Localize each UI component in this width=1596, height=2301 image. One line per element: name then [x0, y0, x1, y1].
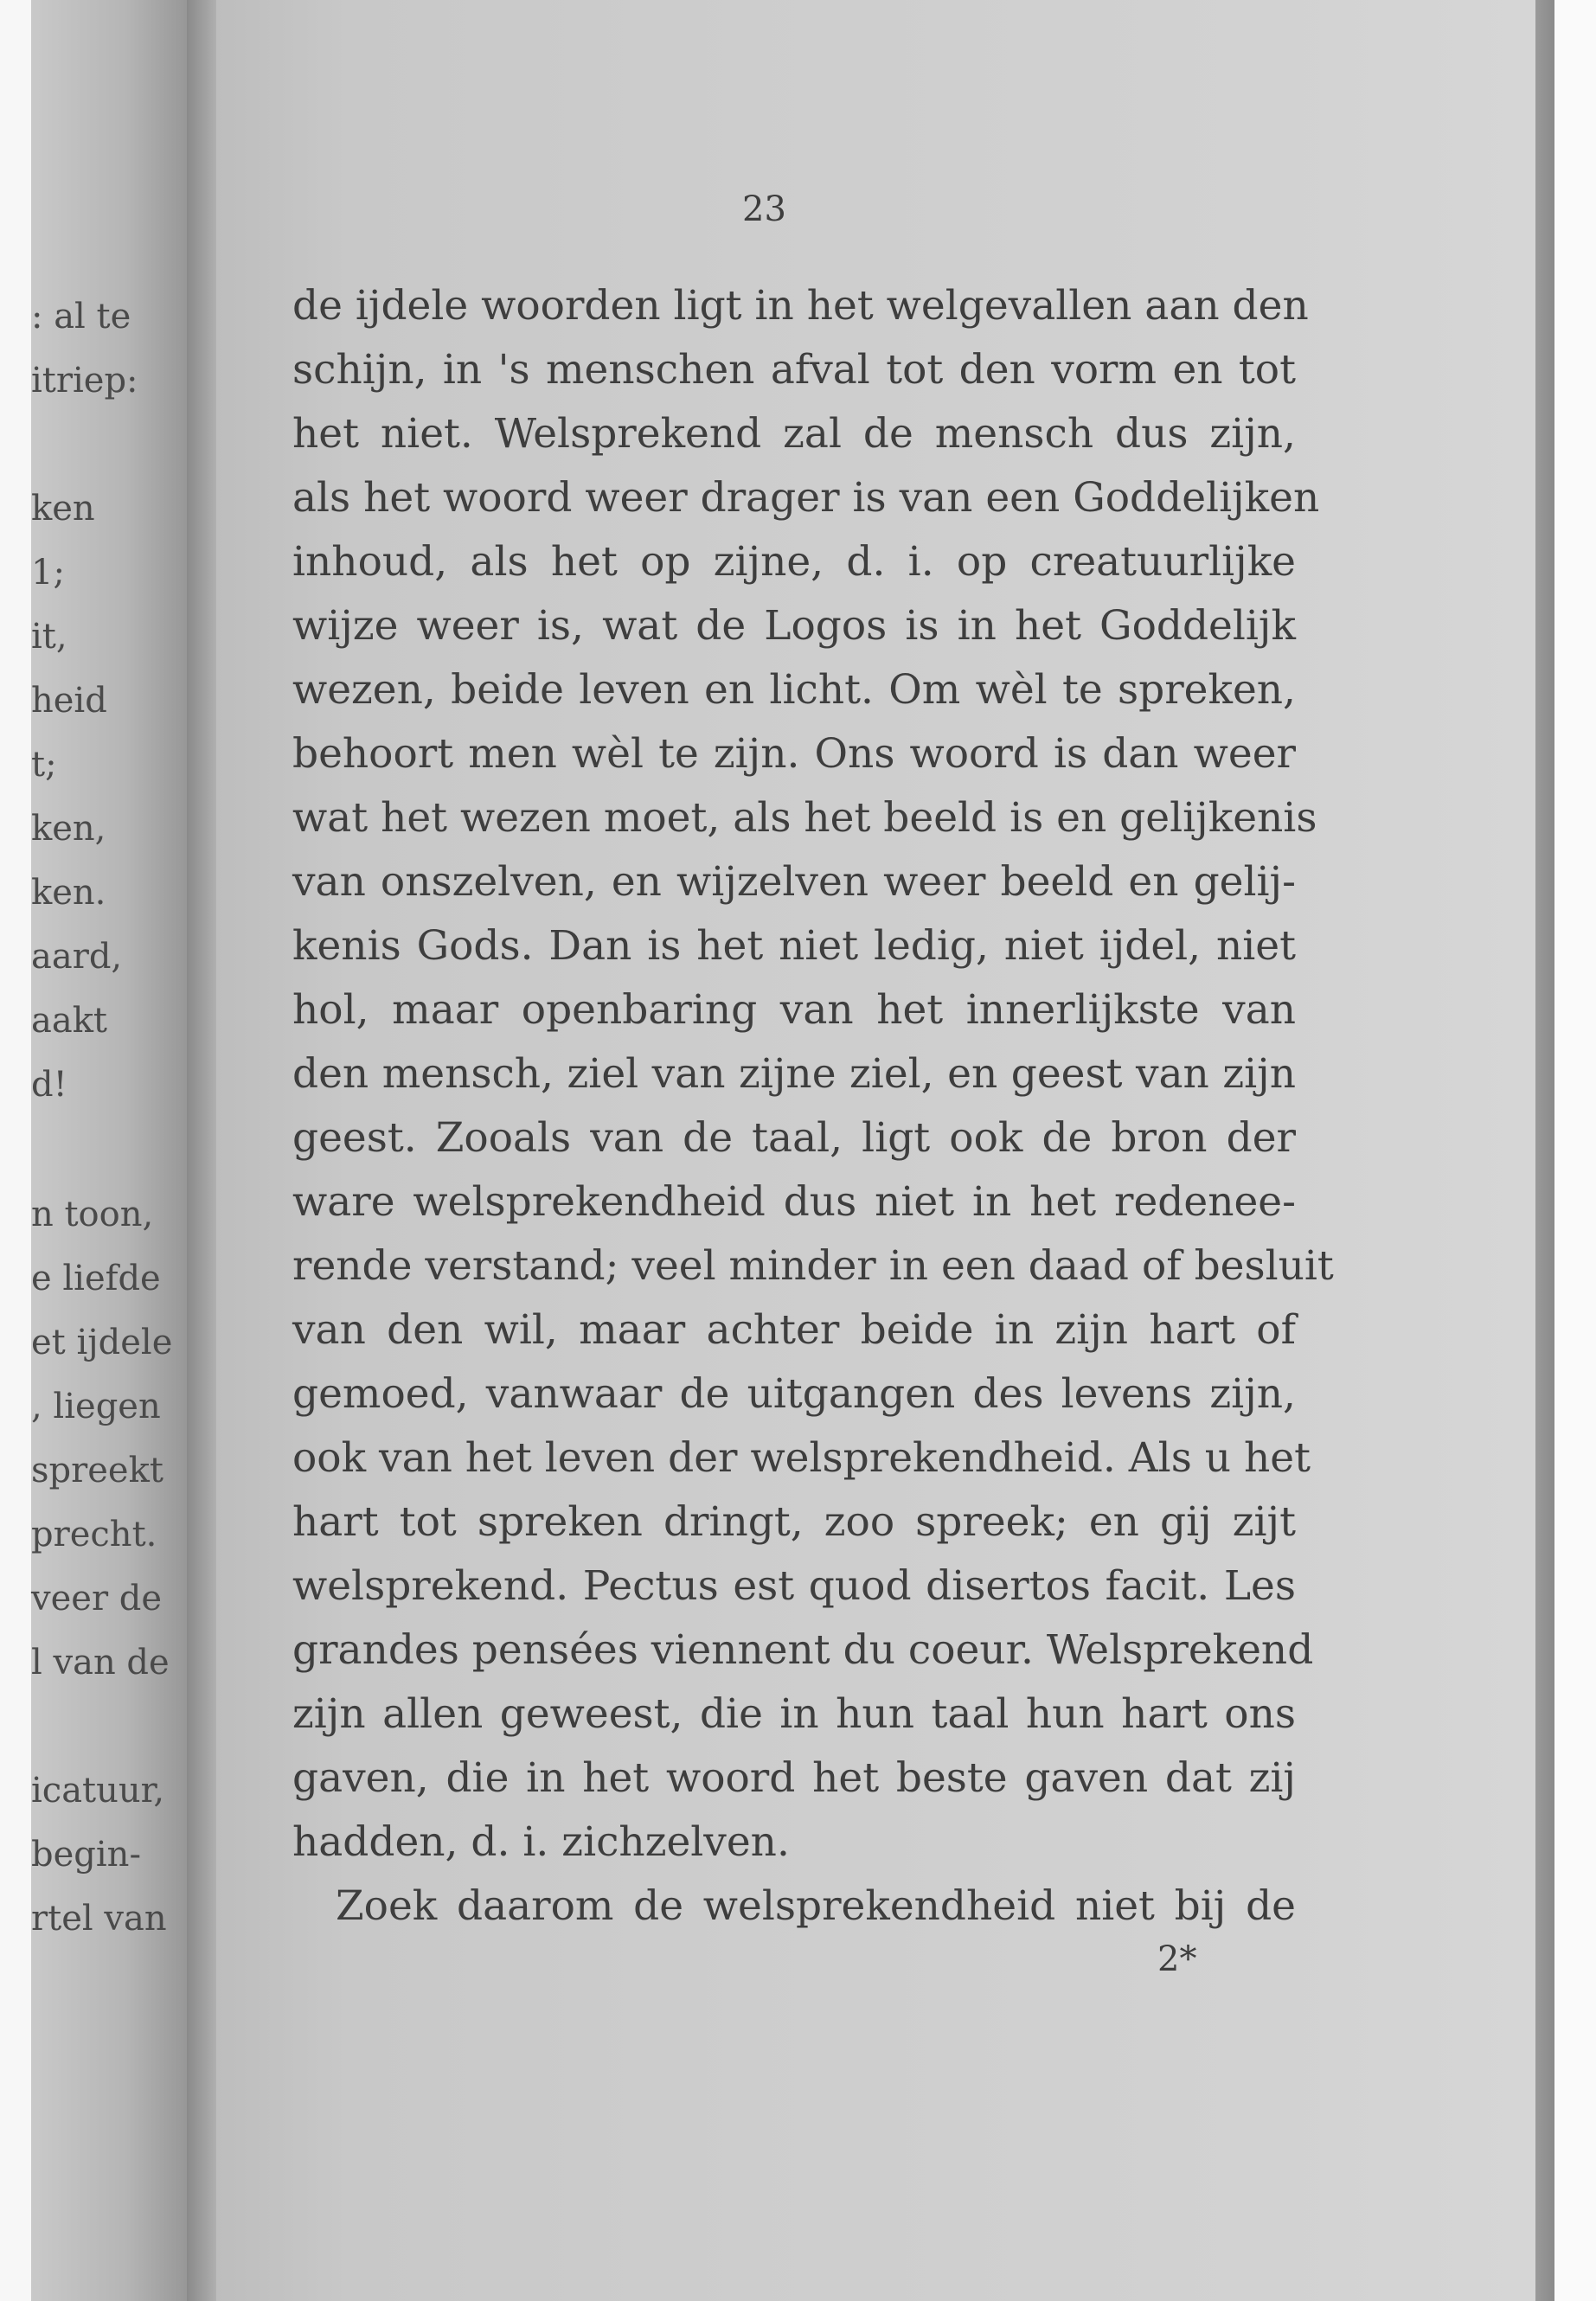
left-fragment-line: n toon, [31, 1195, 154, 1234]
left-fragment-line: heid [31, 681, 107, 721]
body-text-line: wat het wezen moet, als het beeld is en gelijkenis [292, 794, 1317, 842]
left-fragment-line: l van de [31, 1643, 170, 1682]
body-text-line: zijn allen geweest, die in hun taal hun hart ons [292, 1690, 1296, 1738]
body-text-line: als het woord weer drager is van een Goddelijken [292, 474, 1320, 522]
left-fragment-line: ken. [31, 873, 106, 913]
body-text-line: hart tot spreken dringt, zoo spreek; en gij zijt [292, 1498, 1296, 1546]
left-fragment-line: spreekt [31, 1451, 163, 1490]
page-number: 23 [742, 189, 786, 229]
body-text-line: gaven, die in het woord het beste gaven dat zij [292, 1754, 1296, 1802]
left-fragment-line: begin- [31, 1835, 141, 1875]
left-fragment-line: 1; [31, 553, 65, 593]
left-fragment-line: rtel van [31, 1899, 167, 1939]
body-text-line: hol, maar openbaring van het innerlijkste van [292, 986, 1296, 1034]
left-fragment-line: : al te [31, 297, 131, 336]
page-edge-shadow [1535, 0, 1554, 2301]
body-text-line: van onszelven, en wijzelven weer beeld en gelij- [292, 858, 1296, 906]
signature-mark: 2* [1157, 1939, 1197, 1979]
left-fragment-line: itriep: [31, 361, 138, 401]
left-fragment-line: d! [31, 1065, 67, 1105]
scan-margin-left [0, 0, 31, 2301]
body-text-line: geest. Zooals van de taal, ligt ook de bron der [292, 1114, 1296, 1162]
left-fragment-line: veer de [31, 1579, 163, 1618]
body-text-line: het niet. Welsprekend zal de mensch dus zijn, [292, 410, 1296, 458]
body-text-line: welsprekend. Pectus est quod disertos facit. Les [292, 1562, 1296, 1610]
body-text-line: hadden, d. i. zichzelven. [292, 1818, 790, 1866]
body-text-line: wijze weer is, wat de Logos is in het Goddelijk [292, 602, 1296, 650]
left-fragment-line: it, [31, 617, 67, 657]
body-text-line: ook van het leven der welsprekendheid. Als u het [292, 1434, 1311, 1482]
left-fragment-line: ken [31, 489, 95, 529]
body-text-line: den mensch, ziel van zijne ziel, en geest van zijn [292, 1050, 1296, 1098]
left-fragment-line: e liefde [31, 1259, 161, 1298]
body-text-line: behoort men wèl te zijn. Ons woord is dan weer [292, 730, 1296, 778]
scan-margin-right [1554, 0, 1596, 2301]
left-fragment-line: t; [31, 745, 57, 785]
left-fragment-line: , liegen [31, 1387, 161, 1426]
body-text-line: wezen, beide leven en licht. Om wèl te spreken, [292, 666, 1296, 714]
body-text-line: inhoud, als het op zijne, d. i. op creatuurlijke [292, 538, 1296, 586]
body-text-line: van den wil, maar achter beide in zijn hart of [292, 1306, 1296, 1354]
left-fragment-line: icatuur, [31, 1771, 165, 1811]
body-text-line: de ijdele woorden ligt in het welgevallen aan den [292, 282, 1309, 330]
left-page [31, 0, 204, 2301]
body-text-line: kenis Gods. Dan is het niet ledig, niet ijdel, niet [292, 922, 1296, 970]
body-text-line: Zoek daarom de welsprekendheid niet bij de [336, 1882, 1296, 1930]
body-text-line: gemoed, vanwaar de uitgangen des levens zijn, [292, 1370, 1296, 1418]
body-text-line: schijn, in 's menschen afval tot den vorm en tot [292, 346, 1296, 394]
body-text-line: ware welsprekendheid dus niet in het redenee- [292, 1178, 1296, 1226]
left-fragment-line: precht. [31, 1515, 157, 1554]
left-fragment-line: ken, [31, 809, 106, 849]
left-fragment-line: aard, [31, 937, 123, 977]
left-fragment-line: et ijdele [31, 1323, 173, 1362]
body-text-line: grandes pensées viennent du coeur. Welsprekend [292, 1626, 1314, 1674]
body-text-line: rende verstand; veel minder in een daad of besluit [292, 1242, 1334, 1290]
left-fragment-line: aakt [31, 1001, 108, 1041]
